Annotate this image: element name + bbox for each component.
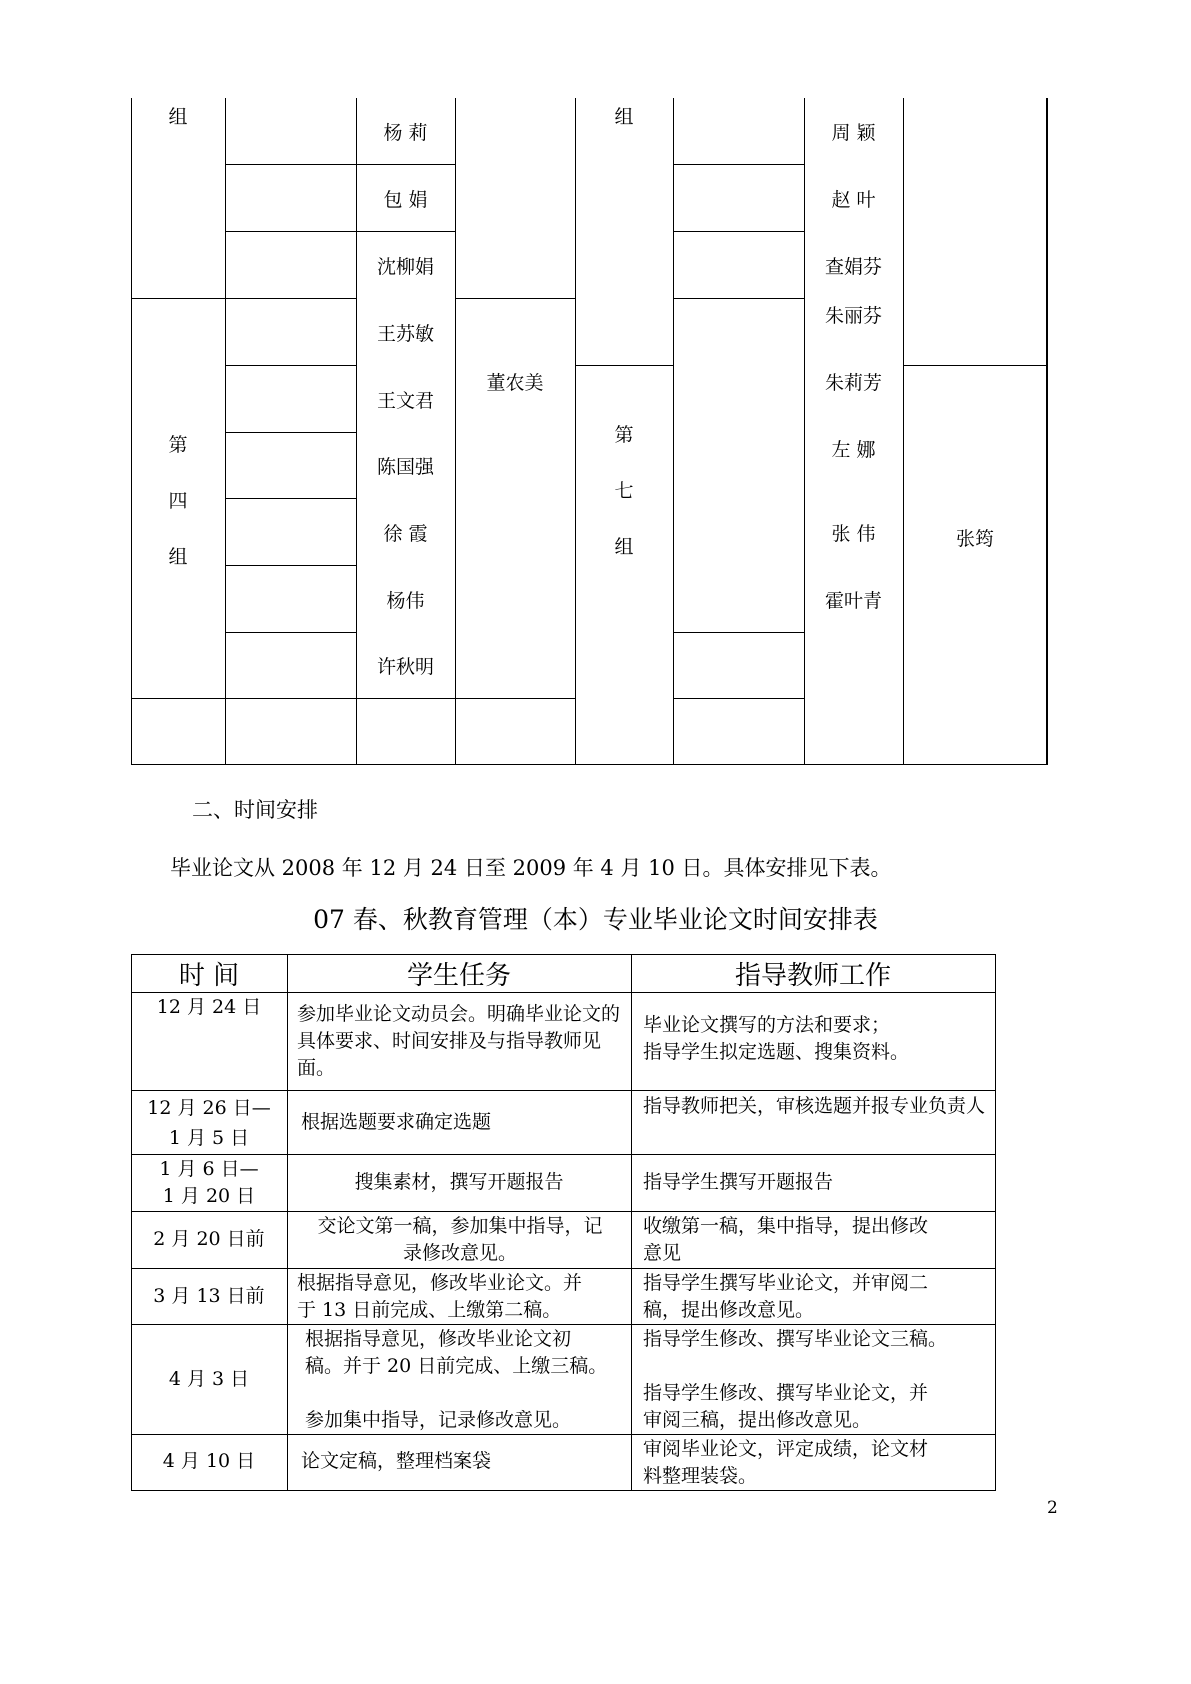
table-rule xyxy=(225,365,356,366)
student-name: 霍叶青 xyxy=(824,589,882,612)
table-rule xyxy=(131,1324,996,1325)
table-rule xyxy=(131,298,356,299)
student-name: 王苏敏 xyxy=(376,322,434,345)
schedule-student-task: 根据指导意见，修改毕业论文初 稿。并于 20 日前完成、上缴三稿。 参加集中指导，记录修改意见。 xyxy=(305,1328,608,1431)
table-rule xyxy=(225,432,356,433)
student-name: 沈柳娟 xyxy=(376,255,434,278)
schedule-teacher-work: 审阅毕业论文，评定成绩，论文材 料整理装袋。 xyxy=(643,1438,929,1487)
schedule-time: 12 月 26 日— 1 月 5 日 xyxy=(147,1097,271,1149)
table-rule xyxy=(903,98,904,765)
table-rule xyxy=(131,1090,996,1091)
group-label: 四 xyxy=(168,489,188,512)
schedule-student-task: 搜集素材，撰写开题报告 xyxy=(354,1171,564,1193)
group-label: 组 xyxy=(168,545,188,568)
student-name: 杨 莉 xyxy=(383,121,428,144)
schedule-teacher-work: 指导学生修改、撰写毕业论文三稿。 指导学生修改、撰写毕业论文，并 审阅三稿，提出修改意见。 xyxy=(643,1328,948,1431)
table-rule xyxy=(225,632,356,633)
table-rule xyxy=(131,1490,996,1491)
section-heading: 二、时间安排 xyxy=(192,798,318,822)
table-rule xyxy=(673,164,804,165)
student-name: 朱莉芳 xyxy=(824,371,882,394)
intro-paragraph: 毕业论文从 2008 年 12 月 24 日至 2009 年 4 月 10 日。具体安排见下表。 xyxy=(170,856,892,880)
student-name: 王文君 xyxy=(376,389,434,412)
table-rule xyxy=(131,1154,996,1155)
schedule-teacher-work: 指导学生撰写毕业论文，并审阅二 稿，提出修改意见。 xyxy=(643,1272,929,1321)
schedule-time: 4 月 10 日 xyxy=(162,1450,256,1472)
table-rule xyxy=(131,764,1047,765)
table-rule xyxy=(1046,98,1048,765)
table-rule xyxy=(131,1434,996,1435)
table-rule xyxy=(225,565,356,566)
table-rule xyxy=(673,298,804,299)
column-header: 指导教师工作 xyxy=(734,960,891,991)
column-header: 时 间 xyxy=(178,960,240,991)
group-label: 组 xyxy=(614,105,634,128)
schedule-title: 07 春、秋教育管理（本）专业毕业论文时间安排表 xyxy=(313,905,878,934)
table-rule xyxy=(673,698,804,699)
table-rule xyxy=(287,954,288,1491)
student-name: 赵 叶 xyxy=(831,188,876,211)
student-name: 朱丽芬 xyxy=(824,304,882,327)
schedule-time: 4 月 3 日 xyxy=(168,1368,250,1390)
student-name: 徐 霞 xyxy=(383,522,428,545)
group-label: 七 xyxy=(614,479,634,502)
schedule-teacher-work: 毕业论文撰写的方法和要求； 指导学生拟定选题、搜集资料。 xyxy=(643,1014,910,1063)
schedule-time: 3 月 13 日前 xyxy=(153,1285,265,1307)
table-rule xyxy=(131,954,132,1491)
table-rule xyxy=(455,298,576,299)
schedule-student-task: 根据选题要求确定选题 xyxy=(301,1111,492,1133)
schedule-teacher-work: 收缴第一稿，集中指导，提出修改 意见 xyxy=(643,1215,929,1264)
schedule-teacher-work: 指导学生撰写开题报告 xyxy=(643,1171,834,1193)
student-name: 左 娜 xyxy=(831,438,876,461)
table-rule xyxy=(631,954,632,1491)
table-rule xyxy=(131,698,575,699)
group-label: 组 xyxy=(614,535,634,558)
student-name: 许秋明 xyxy=(376,656,434,678)
table-rule xyxy=(131,1211,996,1212)
teacher-name: 董农美 xyxy=(486,371,544,394)
schedule-student-task: 交论文第一稿，参加集中指导，记 录修改意见。 xyxy=(317,1215,603,1264)
table-rule xyxy=(673,98,674,765)
schedule-student-task: 参加毕业论文动员会。明确毕业论文的具体要求、时间安排及与指导教师见面。 xyxy=(297,1003,621,1079)
page-number: 2 xyxy=(1047,1498,1058,1518)
teacher-name: 张筠 xyxy=(955,527,994,550)
student-name: 周 颖 xyxy=(831,121,876,144)
column-header: 学生任务 xyxy=(406,960,511,991)
table-rule xyxy=(575,365,674,366)
schedule-teacher-work: 指导教师把关，审核选题并报专业负责人 xyxy=(643,1095,986,1117)
schedule-student-task: 根据指导意见，修改毕业论文。并 于 13 日前完成、上缴第二稿。 xyxy=(297,1272,583,1321)
schedule-time: 2 月 20 日前 xyxy=(153,1228,265,1250)
group-label: 组 xyxy=(168,105,188,128)
table-rule xyxy=(995,954,996,1491)
group-label: 第 xyxy=(168,433,188,456)
student-name: 包 娟 xyxy=(383,188,428,211)
student-name: 查娟芬 xyxy=(824,255,882,278)
student-name: 陈国强 xyxy=(376,456,434,478)
table-rule xyxy=(903,365,1047,366)
table-rule xyxy=(673,632,804,633)
schedule-time: 12 月 24 日 xyxy=(156,996,262,1018)
student-name: 杨伟 xyxy=(386,589,425,612)
table-rule xyxy=(455,98,456,765)
group-label: 第 xyxy=(614,423,634,446)
schedule-student-task: 论文定稿，整理档案袋 xyxy=(301,1450,492,1472)
table-rule xyxy=(131,992,996,993)
table-rule xyxy=(225,498,356,499)
table-rule xyxy=(673,231,804,232)
table-rule xyxy=(131,1268,996,1269)
student-name: 张 伟 xyxy=(831,522,876,545)
schedule-time: 1 月 6 日— 1 月 20 日 xyxy=(159,1158,259,1207)
